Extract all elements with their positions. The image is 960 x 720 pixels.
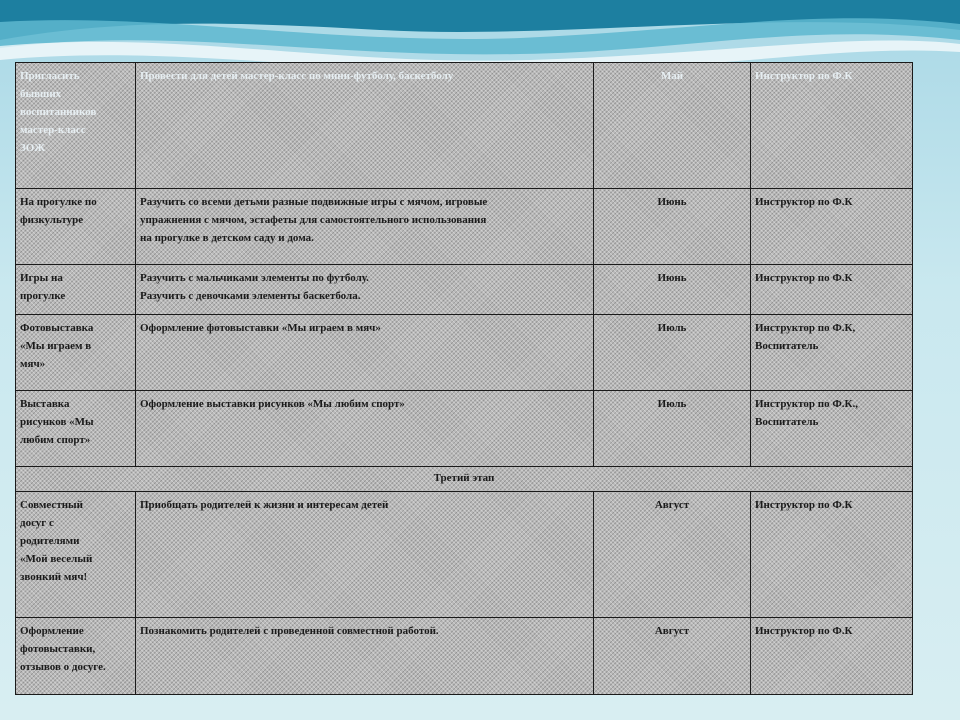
responsible-cell: Инструктор по Ф.К, Воспитатель [751, 315, 913, 391]
event-cell: Пригласить бывших воспитанников мастер-класс ЗОЖ [16, 63, 136, 189]
table-row [16, 189, 913, 265]
event-cell: Фотовыставка «Мы играем в мяч» [16, 315, 136, 391]
event-cell: Совместный досуг с родителями «Мой веселый звонкий мяч! [16, 492, 136, 618]
date-cell: Июнь [594, 265, 751, 315]
plan-table [15, 62, 913, 695]
table-row [16, 315, 913, 391]
event-cell: Выставка рисунков «Мы любим спорт» [16, 391, 136, 467]
responsible-cell: Инструктор по Ф.К [751, 63, 913, 189]
date-cell: Июнь [594, 189, 751, 265]
content-cell: Познакомить родителей с проведенной совместной работой. [136, 618, 594, 695]
table-row [16, 63, 913, 189]
content-cell: Разучить с мальчиками элементы по футболу. Разучить с девочками элементы баскетбола. [136, 265, 594, 315]
date-cell: Май [594, 63, 751, 189]
event-cell: Оформление фотовыставки, отзывов о досуге. [16, 618, 136, 695]
stage-title: Третий этап [16, 467, 913, 492]
table-row [16, 265, 913, 315]
responsible-cell: Инструктор по Ф.К [751, 492, 913, 618]
content-cell: Оформление выставки рисунков «Мы любим спорт» [136, 391, 594, 467]
content-cell: Разучить со всеми детьми разные подвижные игры с мячом, игровые упражнения с мячом, эстафеты для самостоятельного использования на прогулке в детском саду и дома. [136, 189, 594, 265]
content-cell: Оформление фотовыставки «Мы играем в мяч» [136, 315, 594, 391]
responsible-cell: Инструктор по Ф.К [751, 618, 913, 695]
event-cell: На прогулке по физкультуре [16, 189, 136, 265]
table-row [16, 618, 913, 695]
content-cell: Приобщать родителей к жизни и интересам детей [136, 492, 594, 618]
table-row [16, 492, 913, 618]
responsible-cell: Инструктор по Ф.К., Воспитатель [751, 391, 913, 467]
table-row [16, 391, 913, 467]
content-cell: Провести для детей мастер-класс по мини-футболу, баскетболу [136, 63, 594, 189]
date-cell: Июль [594, 315, 751, 391]
date-cell: Август [594, 492, 751, 618]
date-cell: Июль [594, 391, 751, 467]
stage-row [16, 467, 913, 492]
date-cell: Август [594, 618, 751, 695]
event-cell: Игры на прогулке [16, 265, 136, 315]
responsible-cell: Инструктор по Ф.К [751, 189, 913, 265]
plan-table-area [15, 62, 912, 694]
responsible-cell: Инструктор по Ф.К [751, 265, 913, 315]
